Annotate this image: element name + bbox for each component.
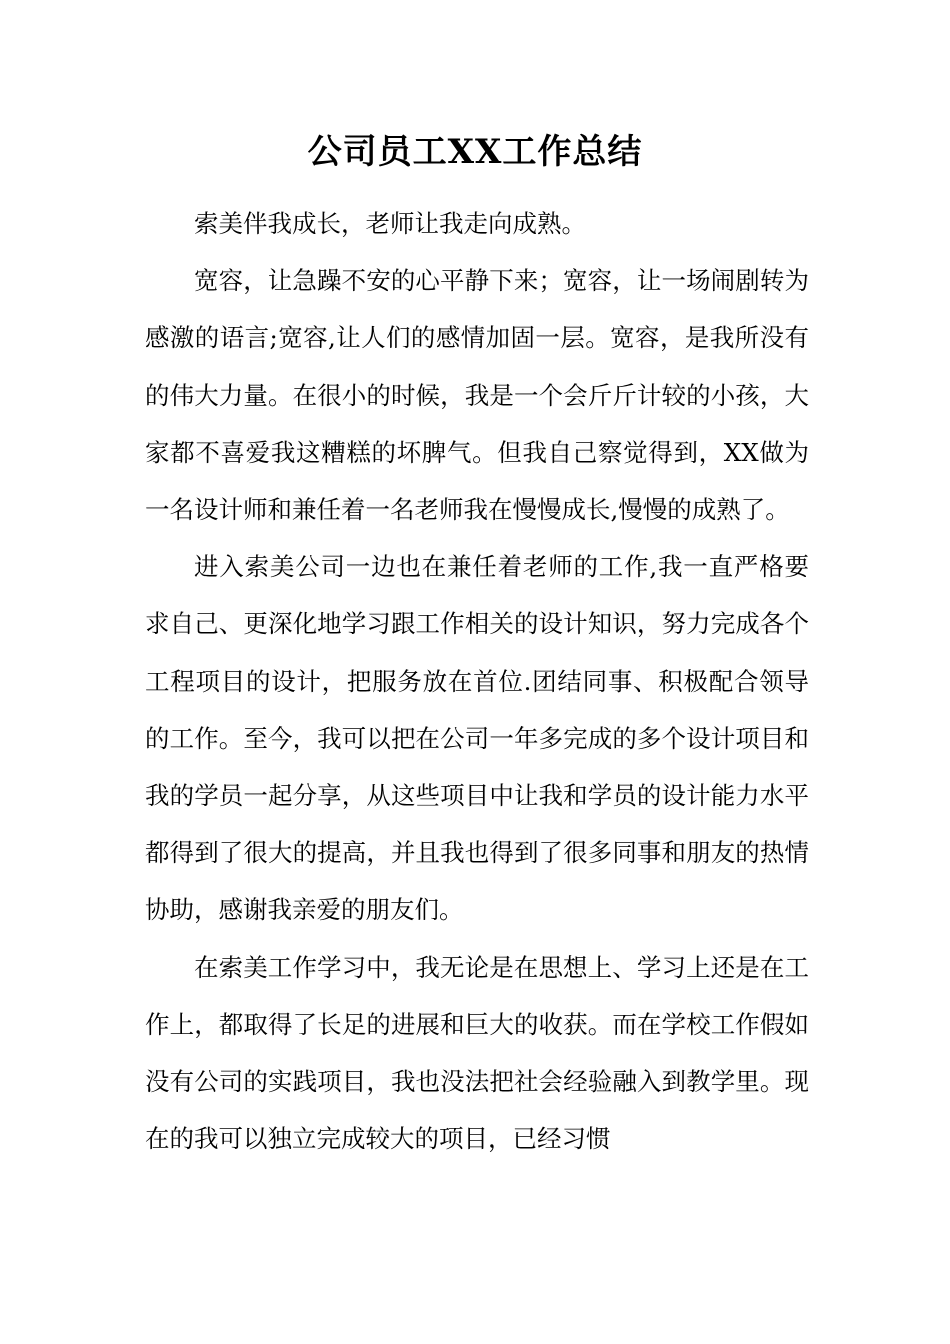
paragraph: 宽容，让急躁不安的心平静下来；宽容，让一场闹剧转为感激的语言;宽容,让人们的感情加固一层。宽容，是我所没有的伟大力量。在很小的时候，我是一个会斤斤计较的小孩，大家都不喜爱我这糟糕的坏脾气。但我自己察觉得到，XX做为一名设计师和兼任着一名老师我在慢慢成长,慢慢的成熟了。 — [145, 266, 809, 525]
paragraph: 索美伴我成长，老师让我走向成熟。 — [194, 209, 586, 238]
paragraph: 在索美工作学习中，我无论是在思想上、学习上还是在工作上，都取得了长足的进展和巨大的收获。而在学校工作假如没有公司的实践项目，我也没法把社会经验融入到教学里。现在的我可以独立完成较大的项目，已经习惯 — [145, 952, 809, 1154]
document-body — [145, 195, 809, 1167]
document-title: 公司员工XX工作总结 — [307, 132, 643, 172]
paragraph: 进入索美公司一边也在兼任着老师的工作,我一直严格要求自己、更深化地学习跟工作相关的设计知识，努力完成各个工程项目的设计，把服务放在首位.团结同事、积极配合领导的工作。至今，我可以把在公司一年多完成的多个设计项目和我的学员一起分享，从这些项目中让我和学员的设计能力水平都得到了很大的提高，并且我也得到了很多同事和朋友的热情协助，感谢我亲爱的朋友们。 — [145, 552, 809, 925]
